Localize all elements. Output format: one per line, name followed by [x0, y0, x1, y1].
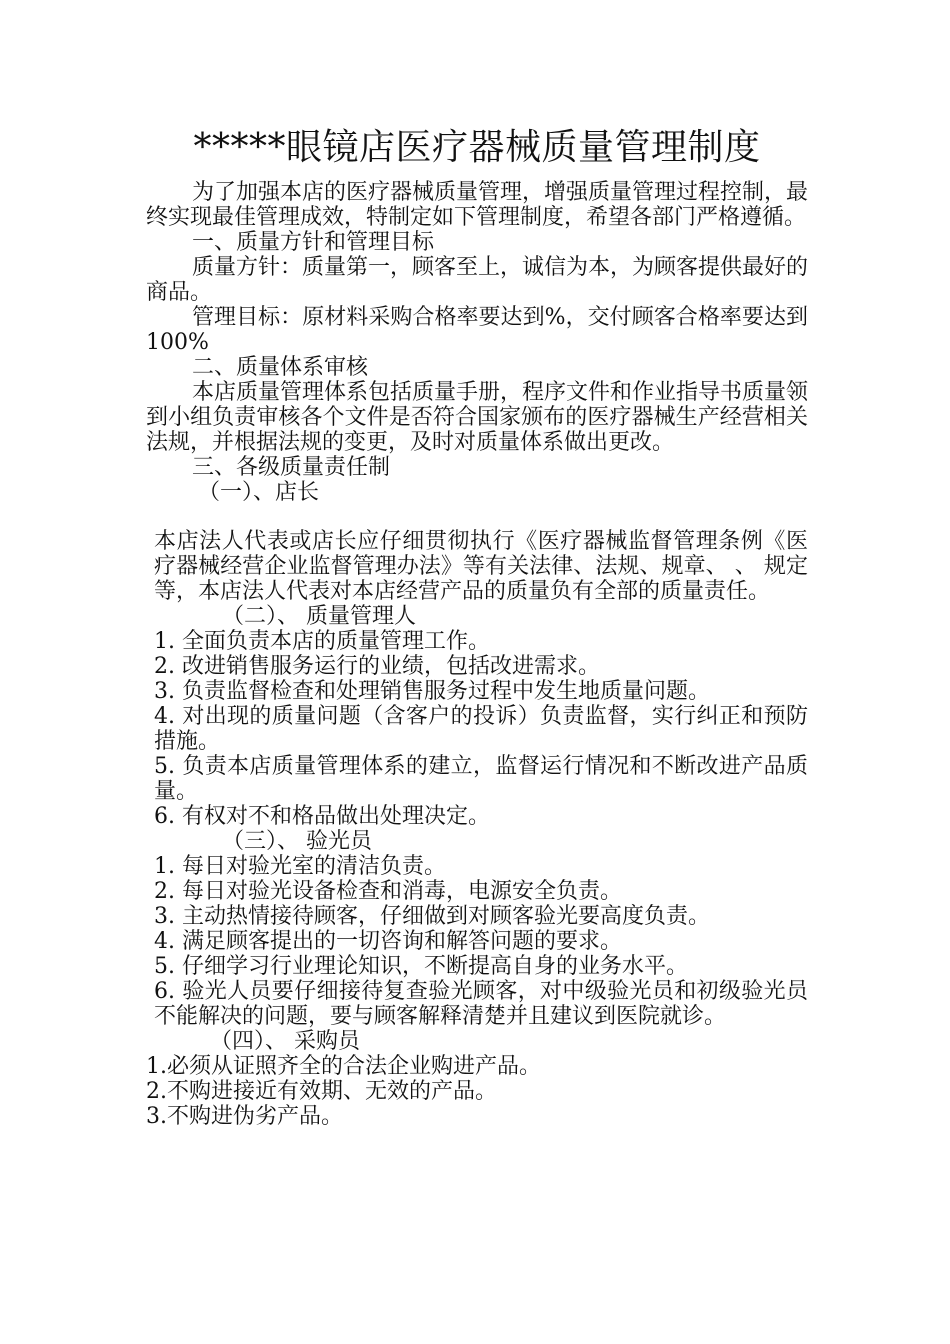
spacer [146, 505, 808, 529]
list-item: 5. 负责本店质量管理体系的建立，监督运行情况和不断改进产品质 量。 [154, 754, 808, 804]
document-page [146, 118, 808, 1129]
list-item: 4. 满足顾客提出的一切咨询和解答问题的要求。 [154, 929, 622, 954]
purchaser-heading: （四）、 采购员 [210, 1029, 360, 1054]
list-item: 3. 负责监督检查和处理销售服务过程中发生地质量问题。 [154, 679, 710, 704]
list-item: 1. 全面负责本店的质量管理工作。 [154, 629, 490, 654]
list-item: 4. 对出现的质量问题（含客户的投诉）负责监督，实行纠正和预防 措施。 [154, 704, 808, 754]
list-item: 6. 有权对不和格品做出处理决定。 [154, 804, 490, 829]
intro-paragraph: 为了加强本店的医疗器械质量管理，增强质量管理过程控制，最终实现最佳管理成效，特制定如下管理制度，希望各部门严格遵循。 [146, 180, 809, 230]
list-item: 3. 主动热情接待顾客，仔细做到对顾客验光要高度负责。 [154, 904, 710, 929]
list-item: 6. 验光人员要仔细接待复查验光顾客，对中级验光员和初级验光员 不能解决的问题，要与顾客解释清楚并且建议到医院就诊。 [154, 979, 808, 1029]
list-item: 3.不购进伪劣产品。 [146, 1104, 343, 1129]
list-item: 1. 每日对验光室的清洁负责。 [154, 854, 446, 879]
manager-body: 本店法人代表或店长应仔细贯彻执行《医疗器械监督管理条例《医疗器械经营企业监督管理办法》等有关法律、法规、规章、 、 规定等，本店法人代表对本店经营产品的质量负有全部的质量责任。 [154, 529, 808, 604]
document-title: *****眼镜店医疗器械质量管理制度 [193, 127, 761, 168]
list-item: 1.必须从证照齐全的合法企业购进产品。 [146, 1054, 541, 1079]
optometrist-heading: （三）、 验光员 [222, 829, 372, 854]
section2-heading: 二、质量体系审核 [192, 355, 369, 380]
list-item: 2.不购进接近有效期、无效的产品。 [146, 1079, 497, 1104]
quality-person-heading: （二）、 质量管理人 [222, 604, 416, 629]
list-item: 2. 改进销售服务运行的业绩，包括改进需求。 [154, 654, 600, 679]
management-goal: 管理目标：原材料采购合格率要达到%，交付顾客合格率要达到 100% [146, 305, 808, 355]
manager-heading: （一）、店长 [198, 480, 320, 505]
quality-policy: 质量方针：质量第一，顾客至上，诚信为本，为顾客提供最好的商品。 [146, 255, 809, 305]
section3-heading: 三、各级质量责任制 [192, 455, 391, 480]
list-item: 5. 仔细学习行业理论知识，不断提高自身的业务水平。 [154, 954, 688, 979]
section2-body: 本店质量管理体系包括质量手册，程序文件和作业指导书质量领到小组负责审核各个文件是否符合国家颁布的医疗器械生产经营相关法规，并根据法规的变更，及时对质量体系做出更改。 [146, 380, 809, 455]
section1-heading: 一、质量方针和管理目标 [192, 230, 435, 255]
list-item: 2. 每日对验光设备检查和消毒，电源安全负责。 [154, 879, 622, 904]
